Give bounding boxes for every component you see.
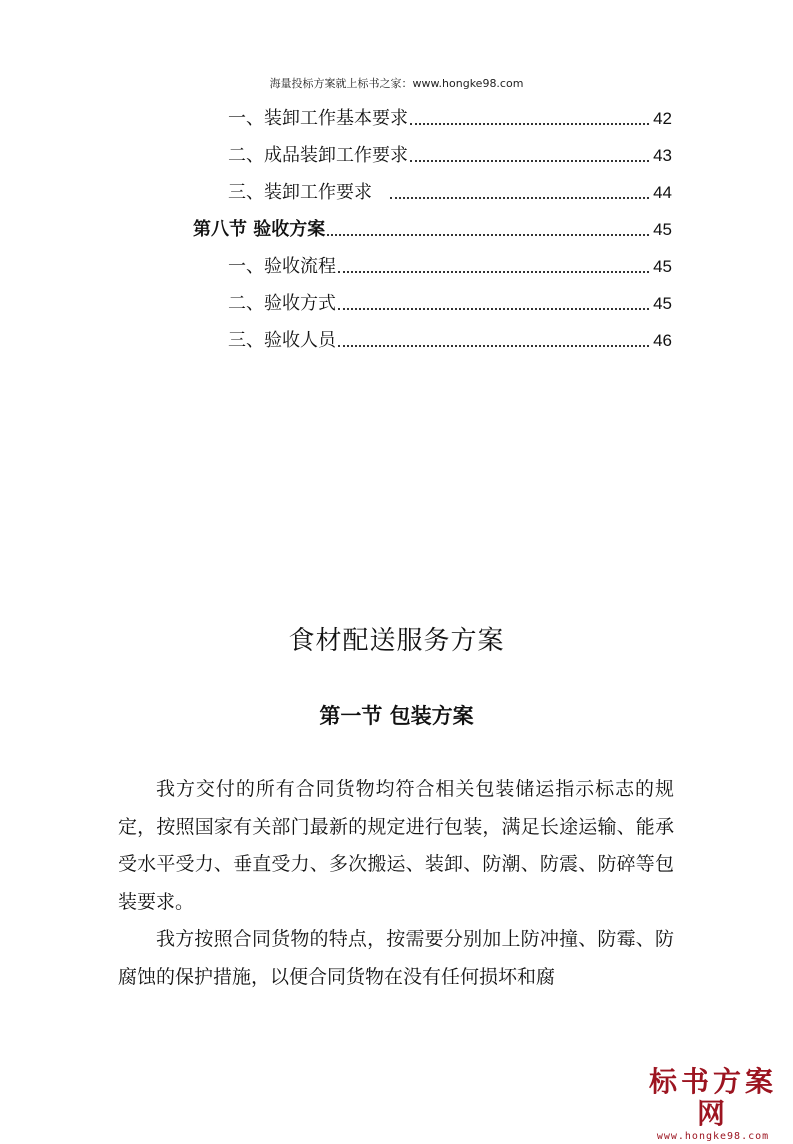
toc-entry-title: 三、装卸工作要求 — [228, 182, 372, 203]
body-paragraph: 我方按照合同货物的特点，按需要分别加上防冲撞、防霉、防腐蚀的保护措施，以便合同货物在没有任何损坏和腐 — [118, 928, 674, 988]
toc-entry-page: 45 — [653, 257, 672, 276]
watermark-name: 标书方案网 — [648, 1065, 777, 1130]
toc-entry-page: 45 — [653, 294, 672, 313]
toc-leader-dots — [338, 345, 649, 347]
section-title: 第一节 包装方案 — [319, 703, 474, 728]
body-paragraph: 我方交付的所有合同货物均符合相关包装储运指示标志的规定，按照国家有关部门最新的规定进行包装，满足长途运输、能承受水平受力、垂直受力、多次搬运、装卸、防潮、防震、防碎等包装要求。 — [118, 778, 674, 913]
toc-entry-title: 二、成品装卸工作要求 — [228, 145, 408, 166]
toc-entry-title: 三、验收人员 — [228, 330, 336, 351]
page-header: 海量投标方案就上标书之家：www.hongke98.com — [269, 77, 524, 90]
toc-entry[interactable] — [228, 328, 672, 354]
toc-leader-dots — [338, 308, 649, 310]
toc-entry-page: 42 — [653, 109, 672, 128]
toc-entry-page: 43 — [653, 146, 672, 165]
toc-entry-title: 第八节 验收方案 — [193, 219, 326, 240]
watermark-url: www.hongke98.com — [656, 1131, 770, 1142]
toc-leader-dots — [338, 271, 649, 273]
toc-entry-page: 45 — [653, 220, 672, 239]
toc-entry[interactable] — [228, 143, 672, 169]
toc-entry[interactable] — [228, 180, 672, 206]
toc-entry-title: 一、装卸工作基本要求 — [228, 108, 408, 129]
toc-entry-title: 二、验收方式 — [228, 293, 336, 314]
toc-leader-dots — [390, 197, 649, 199]
toc-entry[interactable] — [228, 254, 672, 280]
document-title: 食材配送服务方案 — [288, 626, 505, 656]
toc-leader-dots — [410, 160, 649, 162]
toc-entry-page: 46 — [653, 331, 672, 350]
toc-entry-page: 44 — [653, 183, 672, 202]
toc-section-entry[interactable] — [193, 217, 672, 243]
toc-leader-dots — [327, 234, 649, 236]
toc-entry[interactable] — [228, 106, 672, 132]
toc-leader-dots — [410, 123, 649, 125]
toc-entry[interactable] — [228, 291, 672, 317]
toc-entry-title: 一、验收流程 — [228, 256, 336, 277]
watermark-logo — [640, 1066, 786, 1144]
